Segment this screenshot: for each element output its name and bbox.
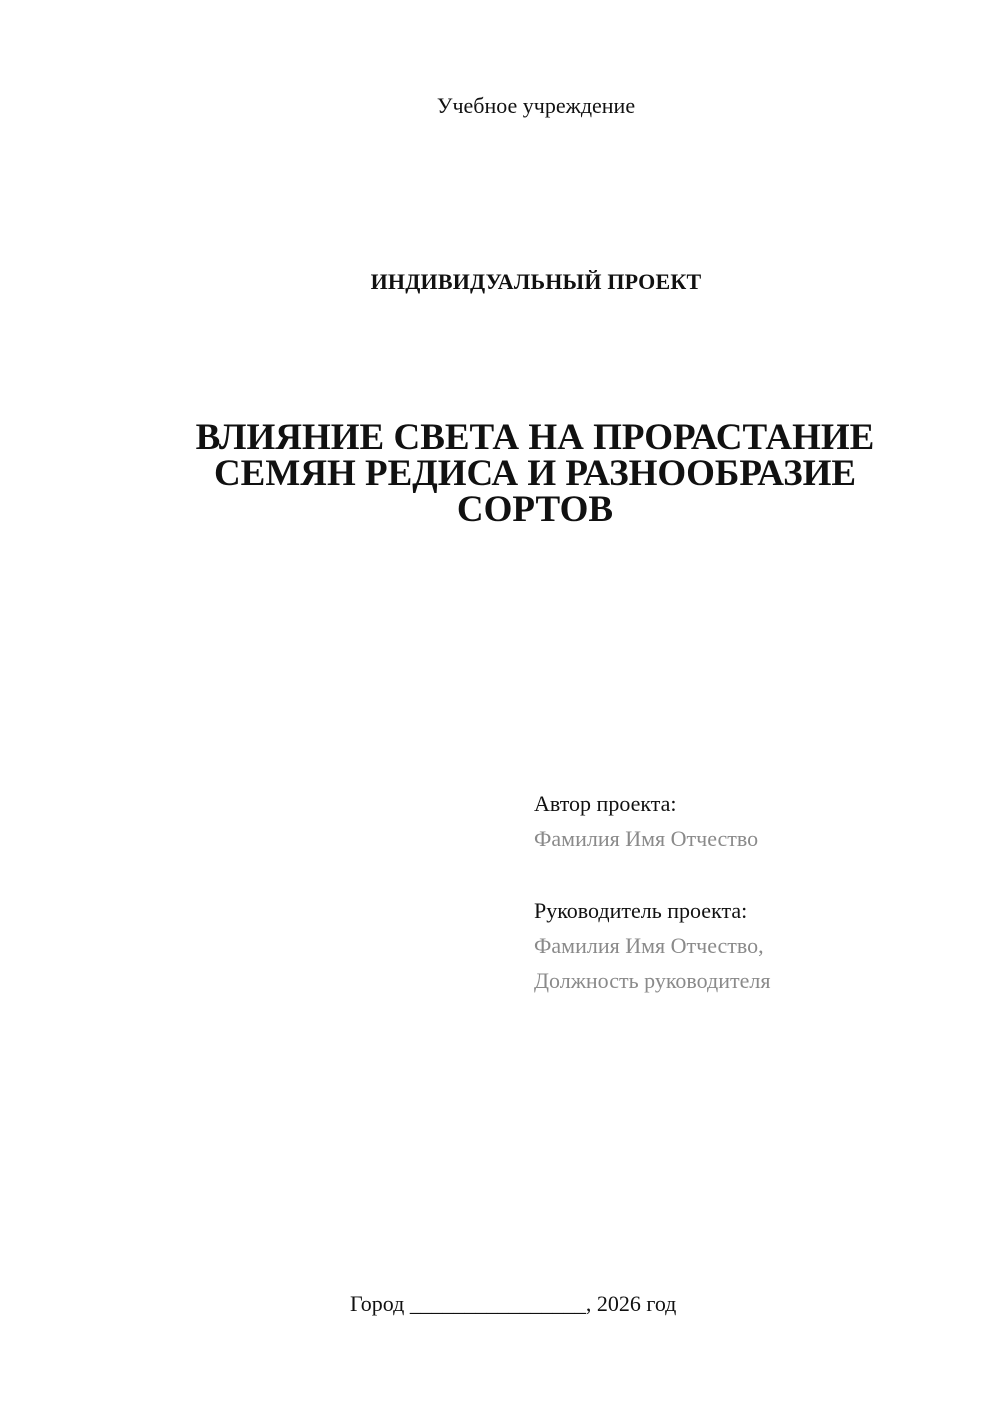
author-label: Автор проекта:	[534, 791, 677, 816]
supervisor-label: Руководитель проекта:	[534, 898, 748, 923]
author-block	[534, 786, 954, 856]
project-title	[170, 417, 900, 530]
project-title-line: СОРТОВ	[456, 489, 614, 530]
project-title-line: ВЛИЯНИЕ СВЕТА НА ПРОРАСТАНИЕ	[195, 417, 875, 458]
institution-name: Учебное учреждение	[436, 93, 636, 118]
city-year-line: Город ________________, 2026 год	[350, 1291, 677, 1316]
supervisor-block	[534, 893, 954, 998]
supervisor-name: Фамилия Имя Отчество,	[534, 933, 764, 958]
project-type-heading: ИНДИВИДУАЛЬНЫЙ ПРОЕКТ	[370, 269, 702, 294]
project-title-line: СЕМЯН РЕДИСА И РАЗНООБРАЗИЕ	[213, 453, 857, 494]
author-name: Фамилия Имя Отчество	[534, 826, 759, 851]
supervisor-position: Должность руководителя	[534, 968, 771, 993]
